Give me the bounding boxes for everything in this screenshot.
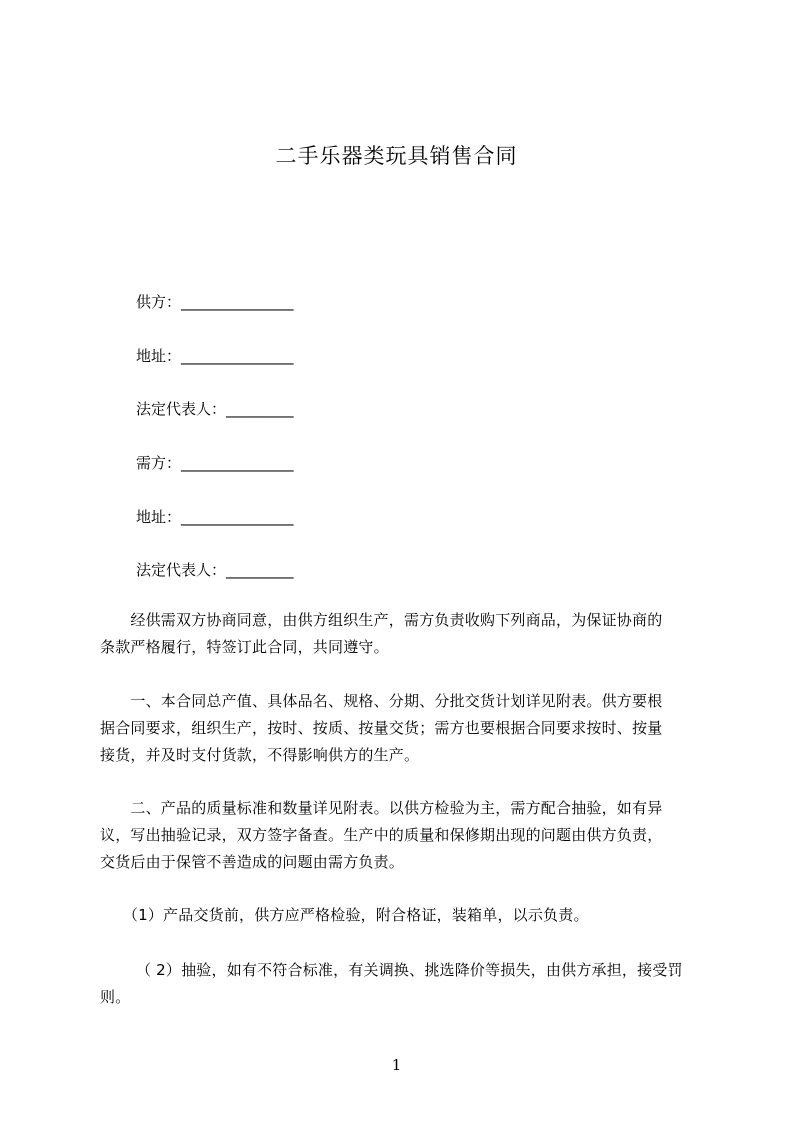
paragraph-line: 条款严格履行，特签订此合同，共同遵守。 [100,638,389,656]
paragraph-line: （1）产品交货前，供方应严格检验，附合格证，装箱单，以示负责。 [100,906,589,924]
paragraph-clause-2-item-1 [100,902,706,929]
supplier-address-label: 地址： [136,347,182,365]
paragraph-line: 一、本合同总产值、具体品名、规格、分期、分批交货计划详见附表。供方要根 [100,692,663,710]
buyer-label: 需方： [136,454,182,472]
buyer-address-field [136,507,294,527]
paragraph-line: 议，写出抽验记录，双方签字备查。生产中的质量和保修期出现的问题由供方负责， [100,826,663,844]
buyer-representative-label: 法定代表人： [136,561,227,579]
supplier-address-field [136,346,294,366]
buyer-representative-blank: _________ [226,561,294,579]
paragraph-line: 据合同要求，组织生产，按时、按质、按量交货；需方也要根据合同要求按时、按量 [100,719,663,737]
supplier-representative-blank: _________ [226,400,294,418]
buyer-address-label: 地址： [136,508,182,526]
paragraph-line: 则。 [100,988,131,1006]
supplier-blank: _______________ [181,293,294,311]
buyer-field [136,453,294,473]
paragraph-clause-2-item-2 [100,957,706,1011]
paragraph-line: 经供需双方协商同意，由供方组织生产，需方负责收购下列商品，为保证协商的 [100,611,663,629]
supplier-representative-label: 法定代表人： [136,400,227,418]
supplier-label: 供方： [136,293,182,311]
paragraph-line: 二、产品的质量标准和数量详见附表。以供方检验为主，需方配合抽验，如有异 [100,799,663,817]
paragraph-clause-1 [100,688,706,769]
paragraph-clause-2 [100,795,706,876]
buyer-address-blank: _______________ [181,508,294,526]
paragraph-line: 接货，并及时支付货款，不得影响供方的生产。 [100,746,420,764]
paragraph-line: （ 2）抽验，如有不符合标准，有关调换、挑选降价等损失，由供方承担，接受罚 [136,961,683,979]
paragraph-line: 交货后由于保管不善造成的问题由需方负责。 [100,853,405,871]
page-number: 1 [391,1056,402,1074]
paragraph-preamble [100,607,706,661]
supplier-field [136,292,294,312]
document-title: 二手乐器类玩具销售合同 [275,144,518,168]
supplier-address-blank: _______________ [181,347,294,365]
buyer-blank: _______________ [181,454,294,472]
supplier-representative-field [136,399,294,419]
buyer-representative-field [136,560,294,580]
